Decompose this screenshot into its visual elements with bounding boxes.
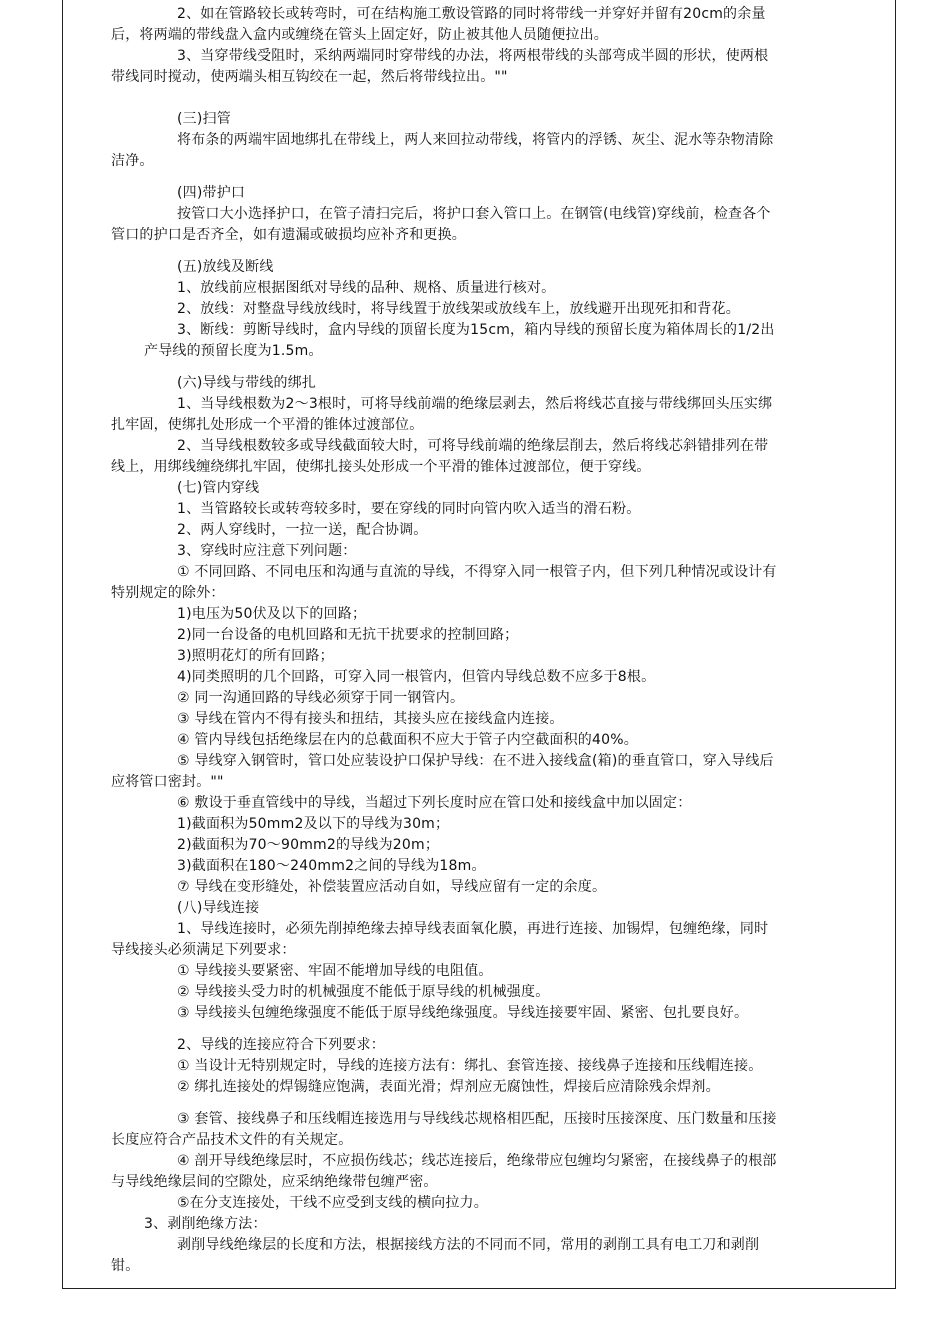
- text-line: ⑥ 敷设于垂直管线中的导线，当超过下列长度时应在管口处和接线盒中加以固定：: [177, 795, 692, 811]
- text-line: ② 同一沟通回路的导线必须穿于同一钢管内。: [177, 690, 465, 706]
- text-line: 洁净。: [111, 153, 154, 169]
- text-line: 2、如在管路较长或转弯时，可在结构施工敷设管路的同时将带线一并穿好并留有20cm的余量: [177, 6, 766, 22]
- text-line: 1、当管路较长或转弯较多时，要在穿线的同时向管内吹入适当的滑石粉。: [177, 501, 641, 517]
- text-line: ③ 套管、接线鼻子和压线帽连接选用与导线线芯规格相匹配，压接时压接深度、压门数量和压接: [177, 1111, 777, 1127]
- text-line: 1、放线前应根据图纸对导线的品种、规格、质量进行核对。: [177, 280, 556, 296]
- text-line: 2、放线：对整盘导线放线时，将导线置于放线架或放线车上，放线避开出现死扣和背花。: [177, 301, 740, 317]
- text-line: 导线接头必须满足下列要求：: [111, 942, 296, 958]
- text-line: 钳。: [111, 1258, 140, 1274]
- text-line: 带线同时搅动，使两端头相互钩绞在一起，然后将带线拉出。"": [111, 69, 508, 85]
- text-line: 3、穿线时应注意下列问题：: [177, 543, 357, 559]
- text-line: (四)带护口: [177, 185, 246, 201]
- text-line: 1、当导线根数为2～3根时，可将导线前端的绝缘层剥去，然后将线芯直接与带线绑回头压实绑: [177, 396, 773, 412]
- text-line: 1)电压为50伏及以下的回路；: [177, 606, 367, 622]
- text-line: ⑤在分支连接处，干线不应受到支线的横向拉力。: [177, 1195, 488, 1211]
- text-line: (七)管内穿线: [177, 480, 260, 496]
- text-line: 按管口大小选择护口，在管子清扫完后，将护口套入管口上。在钢管(电线管)穿线前，检查各个: [177, 206, 771, 222]
- text-line: 与导线绝缘层间的空隙处，应采纳绝缘带包缠严密。: [111, 1174, 438, 1190]
- text-line: 线上，用绑线缠绕绑扎牢固，使绑扎接头处形成一个平滑的锥体过渡部位，便于穿线。: [111, 459, 651, 475]
- text-line: ① 不同回路、不同电压和沟通与直流的导线，不得穿入同一根管子内，但下列几种情况或设计有: [177, 564, 777, 580]
- text-line: ④ 管内导线包括绝缘层在内的总截面积不应大于管子内空截面积的40%。: [177, 732, 638, 748]
- text-line: 3、断线：剪断导线时，盒内导线的顶留长度为15cm，箱内导线的预留长度为箱体周长的1/2出: [177, 322, 775, 338]
- text-line: 2、导线的连接应符合下列要求：: [177, 1037, 385, 1053]
- text-line: ① 当设计无特别规定时，导线的连接方法有：绑扎、套管连接、接线鼻子连接和压线帽连接。: [177, 1058, 763, 1074]
- text-line: (三)扫管: [177, 111, 231, 127]
- text-line: 管口的护口是否齐全，如有遗漏或破损均应补齐和更换。: [111, 227, 466, 243]
- text-line: 后，将两端的带线盘入盒内或缠绕在管头上固定好，防止被其他人员随便拉出。: [111, 27, 608, 43]
- text-line: 3、剥削绝缘方法：: [144, 1216, 267, 1232]
- text-line: 3)截面积在180～240mm2之间的导线为18m。: [177, 858, 486, 874]
- text-line: ⑦ 导线在变形缝处，补偿装置应活动自如，导线应留有一定的余度。: [177, 879, 607, 895]
- text-line: ① 导线接头要紧密、牢固不能增加导线的电阻值。: [177, 963, 493, 979]
- text-line: 扎牢固，使绑扎处形成一个平滑的锥体过渡部位。: [111, 417, 424, 433]
- text-line: (六)导线与带线的绑扎: [177, 375, 317, 391]
- text-line: 2)截面积为70～90mm2的导线为20m；: [177, 837, 440, 853]
- text-line: 2、当导线根数较多或导线截面较大时，可将导线前端的绝缘层削去，然后将线芯斜错排列在带: [177, 438, 769, 454]
- text-line: ② 导线接头受力时的机械强度不能低于原导线的机械强度。: [177, 984, 550, 1000]
- text-line: 1)截面积为50mm2及以下的导线为30m；: [177, 816, 450, 832]
- text-line: 特别规定的除外：: [111, 585, 225, 601]
- text-line: ⑤ 导线穿入钢管时，管口处应装设护口保护导线：在不进入接线盒(箱)的垂直管口，穿入导线后: [177, 753, 774, 769]
- text-line: ③ 导线在管内不得有接头和扭结，其接头应在接线盒内连接。: [177, 711, 564, 727]
- text-line: 剥削导线绝缘层的长度和方法，根据接线方法的不同而不同，常用的剥削工具有电工刀和剥削: [177, 1237, 760, 1253]
- text-line: 4)同类照明的几个回路，可穿入同一根管内，但管内导线总数不应多于8根。: [177, 669, 656, 685]
- text-line: 3)照明花灯的所有回路；: [177, 648, 334, 664]
- text-line: 应将管口密封。"": [111, 774, 224, 790]
- text-line: 产导线的预留长度为1.5m。: [144, 343, 323, 359]
- text-line: 2、两人穿线时，一拉一送，配合协调。: [177, 522, 428, 538]
- text-line: 长度应符合产品技术文件的有关规定。: [111, 1132, 353, 1148]
- text-line: ② 绑扎连接处的焊锡缝应饱满，表面光滑；焊剂应无腐蚀性，焊接后应清除残余焊剂。: [177, 1079, 720, 1095]
- text-line: (八)导线连接: [177, 900, 260, 916]
- text-line: ④ 剖开导线绝缘层时，不应损伤线芯；线芯连接后，绝缘带应包缠均匀紧密，在接线鼻子的根部: [177, 1153, 777, 1169]
- text-line: 将布条的两端牢固地绑扎在带线上，两人来回拉动带线，将管内的浮锈、灰尘、泥水等杂物清除: [177, 132, 774, 148]
- text-line: (五)放线及断线: [177, 259, 274, 275]
- text-line: 1、导线连接时，必须先削掉绝缘去掉导线表面氧化膜，再进行连接、加锡焊，包缠绝缘，同时: [177, 921, 769, 937]
- text-line: ③ 导线接头包缠绝缘强度不能低于原导线绝缘强度。导线连接要牢固、紧密、包扎要良好。: [177, 1005, 749, 1021]
- text-line: 3、当穿带线受阻时，采纳两端同时穿带线的办法，将两根带线的头部弯成半圆的形状，使两根: [177, 48, 769, 64]
- text-line: 2)同一台设备的电机回路和无抗干扰要求的控制回路；: [177, 627, 519, 643]
